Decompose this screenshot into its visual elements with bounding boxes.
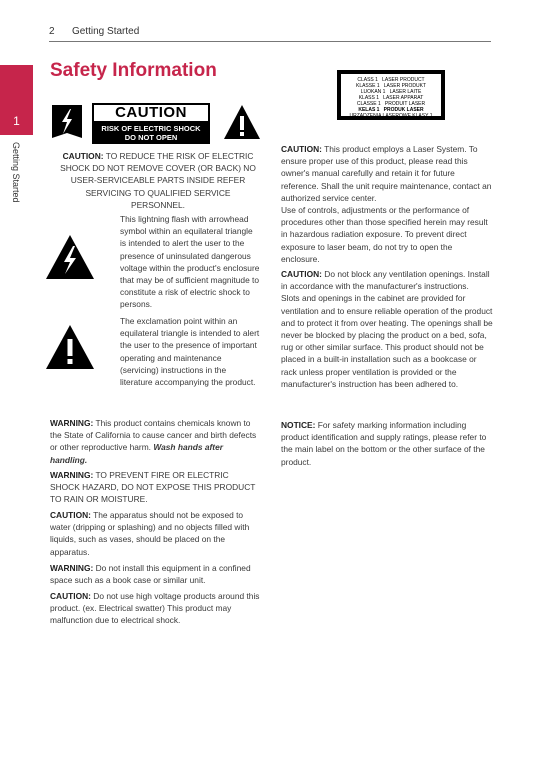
warning-label: WARNING: xyxy=(50,470,94,480)
notice-text: For safety marking information including product identification and supply ratings, please refer to the main label on the bottom or the other surface of the product. xyxy=(281,420,487,467)
notice-label: NOTICE: xyxy=(281,420,316,430)
caution-extra-text: Use of controls, adjustments or the performance of procedures other than those specified herein may result in hazardous radiation exposure. To prevent direct exposure to laser beam, do not try to open the enclosure. xyxy=(281,205,488,264)
caution-label: CAUTION: xyxy=(281,144,322,154)
caution-label: CAUTION: xyxy=(50,510,91,520)
left-paragraph-4 xyxy=(50,562,260,586)
exclamation-triangle-icon xyxy=(45,324,95,370)
caution-text: This product employs a Laser System. To ensure proper use of this product, please read this owner's manual carefully and retain it for future reference. Shall the unit require maintenance, contact an authorized service center. xyxy=(281,144,492,203)
laser-label-line: KELAS 1 PRODUK LASER xyxy=(358,107,424,113)
chapter-label: Getting Started xyxy=(11,142,21,203)
caution-line-2: DO NOT OPEN xyxy=(124,133,178,142)
caution-notice xyxy=(58,150,258,211)
laser-label-line: LUOKAN 1 LASER LAITE xyxy=(360,89,422,95)
caution-notice-text: TO REDUCE THE RISK OF ELECTRIC SHOCK DO NOT REMOVE COVER (OR BACK) NO USER-SERVICEABLE PARTS INSIDE REFER SERVICING TO QUALIFIED SERVICE PERSONNEL. xyxy=(60,151,256,210)
warning-text: Do not install this equipment in a confined space such as a book case or similar unit. xyxy=(50,563,251,586)
lightning-warning-icon xyxy=(50,103,84,140)
lightning-triangle-icon xyxy=(45,234,95,280)
left-paragraph-3 xyxy=(50,509,260,558)
warning-text: This product contains chemicals known to the State of California to cause cancer and birth defects or other reproductive harm. xyxy=(50,418,257,453)
exclamation-warning-icon xyxy=(223,104,261,140)
caution-label: CAUTION: xyxy=(281,269,322,279)
chapter-number: 1 xyxy=(13,114,20,128)
left-paragraph-2 xyxy=(50,469,260,506)
laser-label-line: CLASSE 1 PRODUIT LASER xyxy=(356,101,426,107)
laser-label-line: KLASS 1 LASER APPARAT xyxy=(358,95,424,101)
caution-extra-text: Slots and openings in the cabinet are provided for ventilation and to ensure reliable operation of the product and to protect it from over heating. The openings shall be never be blocked by placing the product on a bed, sofa, rug or other similar surface. This product should not be placed in a built-in installation such as a bookcase or rack unless proper ventilation is provided or the manufacturer's instruction has been adhered to. xyxy=(281,293,493,389)
caution-subtext xyxy=(92,124,210,142)
caution-box xyxy=(92,103,210,144)
page-number: 2 xyxy=(49,26,55,37)
header-section: Getting Started xyxy=(72,26,140,37)
right-paragraph-1 xyxy=(281,143,493,265)
exclamation-explanation: The exclamation point within an equilateral triangle is intended to alert the user to the presence of important operating and maintenance (servicing) instructions in the literature accompanying the product. xyxy=(120,316,260,388)
laser-label-line: CLASS 1 LASER PRODUCT xyxy=(357,77,425,83)
laser-label-text xyxy=(341,77,441,119)
left-paragraph-5 xyxy=(50,590,260,627)
left-paragraph-1 xyxy=(50,417,260,466)
caution-notice-label: CAUTION: xyxy=(62,151,104,161)
laser-label-line: URZADZENIA LASEROWE KLASY 1 xyxy=(349,113,433,119)
warning-label: WARNING: xyxy=(50,418,94,428)
caution-heading: CAUTION xyxy=(94,105,208,121)
warning-text: TO PREVENT FIRE OR ELECTRIC SHOCK HAZARD, DO NOT EXPOSE THIS PRODUCT TO RAIN OR MOISTURE. xyxy=(50,470,256,505)
warning-label: WARNING: xyxy=(50,563,94,573)
header-rule xyxy=(49,41,491,42)
warning-emphasis: Wash hands after handling. xyxy=(50,442,223,465)
caution-label: CAUTION: xyxy=(50,591,91,601)
laser-label-line: KLASSE 1 LASER PRODUKT xyxy=(355,83,427,89)
page-title: Safety Information xyxy=(50,60,217,81)
right-paragraph-2 xyxy=(281,268,493,390)
caution-text: Do not use high voltage products around this product. (ex. Electrical swatter) This product may malfunction due to electrical shock. xyxy=(50,591,260,626)
laser-class-label xyxy=(337,70,445,120)
lightning-explanation: This lightning flash with arrowhead symbol within an equilateral triangle is intended to alert the user to the presence of uninsulated dangerous voltage within the product's enclosure that may be of sufficient magnitude to constitute a risk of electric shock to persons. xyxy=(120,214,260,310)
caution-text: Do not block any ventilation openings. Install in accordance with the manufacturer's instructions. xyxy=(281,269,490,292)
right-paragraph-3 xyxy=(281,419,493,468)
caution-text: The apparatus should not be exposed to water (dripping or splashing) and no objects filled with liquids, such as vases, should be placed on the apparatus. xyxy=(50,510,250,557)
caution-line-1: RISK OF ELECTRIC SHOCK xyxy=(101,124,201,133)
